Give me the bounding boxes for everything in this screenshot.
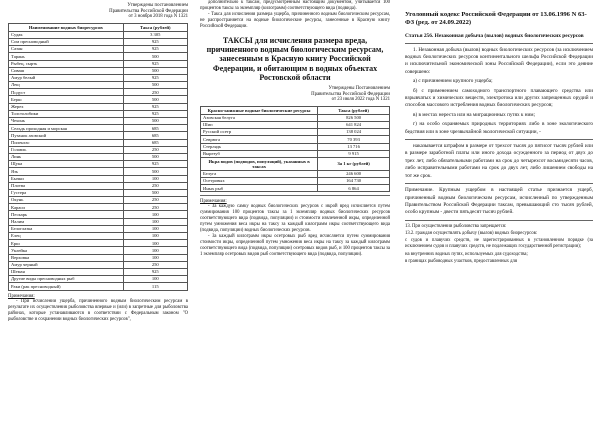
species-name-cell: Белуга [201, 170, 318, 177]
species-name-cell: Окунь [9, 197, 124, 204]
table-row [201, 121, 390, 128]
table-row [9, 247, 188, 254]
species-name-cell: Севрюга [201, 136, 318, 143]
table-header: Такса (рублей) [318, 106, 390, 114]
tariff-value-cell: 925 [123, 38, 187, 45]
tariff-value-cell: 685 [123, 125, 187, 132]
rule-13-2-item: с судов и плавучих средств, не зарегистрированных в установленном порядке (за исключением судов и плавучих средств, не подлежащих государственной регистрации); [405, 238, 593, 250]
species-name-cell: Сазан [9, 46, 124, 53]
species-name-cell: Бычки [9, 175, 124, 182]
species-name-cell: Елец [9, 233, 124, 240]
tariff-value-cell: 500 [123, 96, 187, 103]
table-row [201, 114, 390, 121]
tariff-value-cell: 100 [123, 233, 187, 240]
table-row [9, 168, 188, 175]
species-name-cell: Осетровых [201, 178, 318, 185]
table-row [9, 146, 188, 153]
table-row [9, 182, 188, 189]
tariff-value-cell: 250 [123, 89, 187, 96]
table-row [9, 261, 188, 268]
article-item-g: г) на особо охраняемых природных территориях либо в зоне экологического бедствия или в зоне чрезвычайной экологической ситуации, - [405, 121, 593, 135]
table-row [201, 143, 390, 150]
divider [405, 220, 593, 221]
tariff-value-cell: 250 [123, 146, 187, 153]
tariff-value-cell: 3 305 [123, 31, 187, 38]
species-name-cell: Шип [201, 121, 318, 128]
tariff-value-cell: 685 [123, 132, 187, 139]
tariff-value-cell: 925 [123, 74, 187, 81]
tariff-value-cell: 500 [123, 53, 187, 60]
remark-text: Примечание. Крупным ущербом в настоящей статье признается ущерб, причиненный водным биологическим ресурсам, исчисленный по утвержденным Правительством Российской Федерации таксам, превышающий сто тысяч рублей, особо крупным - двести пятьдесят тысяч рублей. [405, 187, 593, 216]
tariff-value-cell: 250 [123, 261, 187, 268]
middle-approved-line: Правительства Российской Федерации [311, 91, 390, 97]
rule-13-2-item: в границах рыбоводных участков, предоставленных для [405, 258, 517, 264]
tariff-value-cell: 250 [123, 197, 187, 204]
tariff-value-cell: 685 [123, 139, 187, 146]
divider [405, 183, 593, 184]
tariff-value-cell: 70 393 [318, 136, 390, 143]
left-approved-line: от 3 ноября 2018 года N 1321 [128, 14, 188, 20]
left-approved-block [8, 3, 188, 20]
table-row [9, 283, 188, 290]
tariff-value-cell: 100 [123, 254, 187, 261]
right-column [405, 0, 593, 421]
tariff-value-cell: 925 [123, 46, 187, 53]
article-title: Статья 256. Незаконная добыча (вылов) водных биологических ресурсов [405, 33, 584, 40]
species-name-cell: Берш [9, 96, 124, 103]
species-name-cell: Амур черный [9, 261, 124, 268]
table-row [9, 96, 188, 103]
species-name-cell: Язь [9, 168, 124, 175]
table-row [9, 67, 188, 74]
middle-approved-line: от 23 июля 2022 года N 1321 [331, 97, 390, 103]
middle-approved-block [200, 86, 390, 103]
tariff-value-cell: 500 [123, 153, 187, 160]
article-item-a: а) с причинением крупного ущерба; [413, 78, 493, 85]
tariff-value-cell: 138 024 [318, 129, 390, 136]
table-row [9, 218, 188, 225]
left-note-text: - При исчислении ущерба, причиненного водным биологическим ресурсам в результате их осуществления рыболовства впервые и (или) в запретные для рыболовства районах, которые устанавливаются в соответствии с Федеральным законом "О рыболовстве и сохранении водных биологических ресурсов", [8, 298, 188, 322]
species-name-cell: Стерлядь [201, 143, 318, 150]
table-row [201, 170, 390, 177]
tariff-value-cell: 500 [123, 189, 187, 196]
tariff-value-cell: 925 [123, 110, 187, 117]
species-name-cell: Рыбец, сырть [9, 60, 124, 67]
table-header: Наименование водных биоресурсов [9, 23, 124, 31]
table-row [201, 178, 390, 185]
red-book-tariff-table [200, 106, 390, 193]
species-name-cell: Уклейка [9, 247, 124, 254]
left-note-title: Примечания: [8, 293, 35, 299]
divider [200, 195, 390, 196]
rule-13-2-item: на внутренних водных путях, используемых для судоходства; [405, 251, 528, 257]
table-row [9, 197, 188, 204]
table-row [9, 161, 188, 168]
table-header: Такса (рублей) [123, 23, 187, 31]
table-row [201, 185, 390, 192]
tariff-value-cell: 100 [123, 225, 187, 232]
species-name-cell: Густера [9, 189, 124, 196]
fish-tariff-table [8, 23, 188, 291]
table-header: Красно-книжные водные биологические ресурсы [201, 106, 318, 114]
species-name-cell: Амур белый [9, 74, 124, 81]
tariff-value-cell: 100 [123, 175, 187, 182]
tariff-value-cell: 250 [123, 204, 187, 211]
article-item-b: б) с применением самоходного транспортного плавающего средства или взрывчатых и химических веществ, электротока или других запрещенных орудий и способов массового истребления водных биологических ресурсов; [405, 87, 593, 109]
tariff-value-cell: 500 [123, 168, 187, 175]
middle-approved-line: Утверждены Постановлением [328, 86, 390, 92]
table-row [9, 139, 188, 146]
species-name-cell: Толстолобики [9, 110, 124, 117]
tariff-value-cell: 925 [123, 103, 187, 110]
table-row [9, 60, 188, 67]
species-name-cell: Русский осетр [201, 129, 318, 136]
middle-note-1: - За каждую самку водных биологических ресурсов с икрой вред исчисляется путем суммирования 100 процентов таксы за 1 экземпляр водных биологических ресурсов соответствующего вида (подвида, популяции) и стоимости извлеченной икры, определенной путем умножения веса икры на таксу за каждый килограмм икры соответствующего вида (подвида, популяции) водных биологических ресурсов. [200, 204, 390, 234]
species-name-cell: Сом пресноводный [9, 38, 124, 45]
species-name-cell: Чехонь [9, 118, 124, 125]
species-name-cell: Пескарь [9, 211, 124, 218]
article-item-v: в) в местах нереста или на миграционных путях к ним; [413, 111, 536, 118]
species-name-cell: Подуст [9, 89, 124, 96]
tariff-value-cell: 100 [123, 247, 187, 254]
tariff-value-cell: 13 716 [318, 143, 390, 150]
tariff-value-cell: 925 [123, 161, 187, 168]
species-name-cell: Налим [9, 218, 124, 225]
tariff-value-cell: 250 [123, 182, 187, 189]
divider [405, 43, 593, 44]
species-name-cell: Пиленгас [9, 139, 124, 146]
species-name-cell: Караси [9, 204, 124, 211]
table-row [9, 74, 188, 81]
table-row [9, 233, 188, 240]
species-name-cell: Шемая [9, 268, 124, 275]
species-name-cell: Другие виды пресноводных рыб [9, 276, 124, 283]
middle-note-title: Примечания: [200, 199, 227, 205]
species-name-cell: Лещ [9, 82, 124, 89]
species-name-cell: Линь [9, 153, 124, 160]
table-row [9, 110, 188, 117]
tariff-value-cell: 9 915 [318, 150, 390, 157]
table-row [9, 254, 188, 261]
rule-13-2: 13.2. граждан осуществлять добычу (вылов) водных биоресурсов: [405, 230, 538, 236]
tariff-value-cell: 115 [123, 283, 187, 290]
species-name-cell: Пузанок азовский [9, 132, 124, 139]
middle-column [200, 0, 390, 421]
tariff-value-cell: 500 [123, 82, 187, 89]
species-name-cell: Азовская белуга [201, 114, 318, 121]
table-row [9, 53, 188, 60]
tariff-value-cell: 925 [123, 60, 187, 67]
species-name-cell: Раки (рак пресноводный) [9, 283, 124, 290]
table-row [201, 150, 390, 157]
middle-note-2: - За каждый килограмм икры осетровых рыб вред исчисляется путем суммирования стоимости икры, определенной путем умножения веса икры на таксу за каждый килограмм соответствующего вида (подвида, популяции) осетровых видов рыб, и 100 процентов таксы за 1 экземпляр осетровых видов рыб соответствующего вида (подвида, популяции). [200, 234, 390, 258]
species-name-cell: Тарань [9, 53, 124, 60]
tariff-value-cell: 500 [123, 67, 187, 74]
table-row [9, 46, 188, 53]
table-row [9, 89, 188, 96]
tariff-value-cell: 925 [123, 268, 187, 275]
middle-top-text-2: - Такса для исчисления размера ущерба, причиненного водным биологическим ресурсам, не распространяется на водные биологические ресурсы, занесенные в Красную книгу Российской Федерации. [200, 12, 390, 29]
tariff-value-cell: 100 [123, 240, 187, 247]
table-row [201, 136, 390, 143]
table-row [9, 189, 188, 196]
table-subheader: Икра видов (подвидов, популяций), указанных в таксах [201, 157, 318, 170]
species-name-cell: Верховка [9, 254, 124, 261]
table-row [9, 103, 188, 110]
tariff-value-cell: 100 [123, 218, 187, 225]
table-row [9, 132, 188, 139]
species-name-cell: Жерех [9, 103, 124, 110]
species-name-cell: Сельдь проходная и морская [9, 125, 124, 132]
tariff-value-cell: 6 864 [318, 185, 390, 192]
tariff-value-cell: 100 [123, 211, 187, 218]
table-row [9, 125, 188, 132]
left-approved-line: Правительства Российской Федерации [109, 8, 188, 14]
table-row [9, 268, 188, 275]
table-subheader: За 1 кг (рублей) [318, 157, 390, 170]
table-row [9, 31, 188, 38]
left-approved-line: Утверждены постановлением [127, 3, 188, 8]
species-name-cell: Иных рыб [201, 185, 318, 192]
species-name-cell: Ерш [9, 240, 124, 247]
criminal-code-title: Уголовный кодекс Российской Федерации от 13.06.1996 N 63-ФЗ (ред. от 24.09.2022) [405, 11, 587, 26]
species-name-cell: Щука [9, 161, 124, 168]
article-paragraph: 1. Незаконная добыча (вылов) водных биологических ресурсов (за исключением водных биологических ресурсов континентального шельфа Российской Федерации и исключительной экономической зоны Российской Федерации), если это деяние совершено: [405, 46, 593, 75]
table-row [9, 38, 188, 45]
species-name-cell: Судак [9, 31, 124, 38]
species-name-cell: Вырезуб [201, 150, 318, 157]
species-name-cell: Голавль [9, 146, 124, 153]
penalty-text: наказывается штрафом в размере от трехсот тысяч до пятисот тысяч рублей или в размере заработной платы или иного дохода осужденного за период от двух до трех лет, либо обязательными работами на срок до четырехсот восьмидесяти часов, либо исправительными работами на срок до двух лет, либо лишением свободы на тот же срок. [405, 143, 593, 179]
species-name-cell: Плотва [9, 182, 124, 189]
species-name-cell: Белоглазка [9, 225, 124, 232]
species-name-cell: Сиваш [9, 67, 124, 74]
divider [405, 139, 593, 140]
table-row [9, 175, 188, 182]
rule-13: 13. При осуществлении рыболовства запрещается: [405, 223, 507, 229]
table-row [9, 82, 188, 89]
table-row [9, 211, 188, 218]
table-row [201, 129, 390, 136]
table-row [9, 204, 188, 211]
table-row [9, 118, 188, 125]
tariff-value-cell: 100 [123, 276, 187, 283]
middle-top-text-1: дополнительно к таксам, предусмотренным настоящим документом, учитывается 100 процентов таксы за экземпляр (килограмм) соответствующего вида (подвида). [200, 0, 390, 11]
tariff-value-cell: 826 500 [318, 114, 390, 121]
table-row [9, 153, 188, 160]
tariff-value-cell: 500 [123, 118, 187, 125]
table-row [9, 225, 188, 232]
tariff-value-cell: 246 600 [318, 170, 390, 177]
red-book-heading: ТАКСЫ для исчисления размера вреда, причиненного водным биологическим ресурсам, занесенным в Красную книгу Российской Федерации, и обитающим в водных объектах Ростовской области [206, 36, 384, 82]
table-row [9, 240, 188, 247]
left-column [8, 0, 188, 421]
table-row [9, 276, 188, 283]
tariff-value-cell: 164 730 [318, 178, 390, 185]
tariff-value-cell: 641 824 [318, 121, 390, 128]
